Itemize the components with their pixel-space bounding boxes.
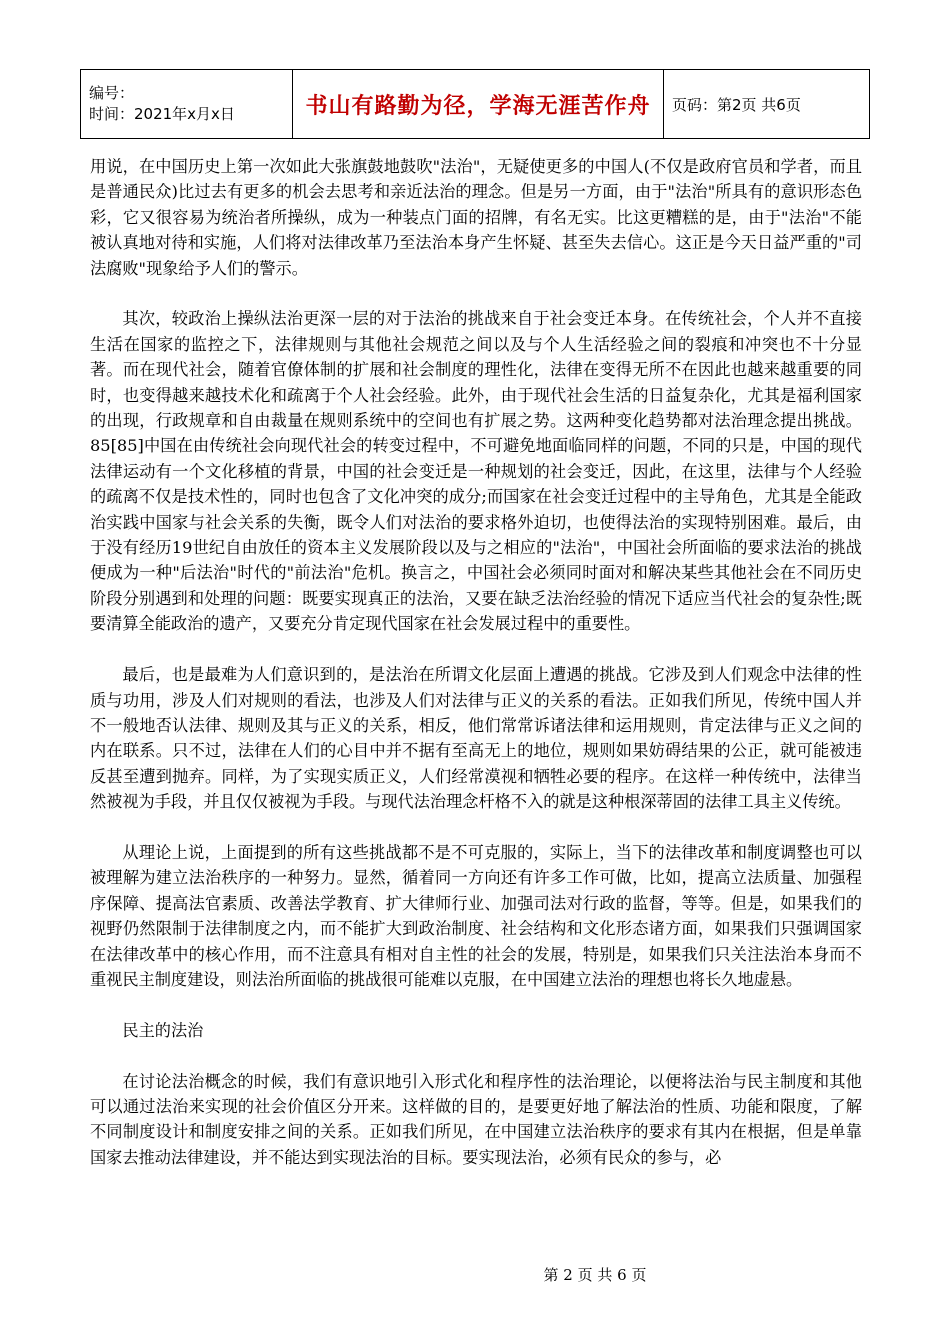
paragraph: 最后，也是最难为人们意识到的，是法治在所谓文化层面上遭遇的挑战。它涉及到人们观念中法律的性质与功用，涉及人们对规则的看法，也涉及人们对法律与正义的关系的看法。正如我们所见，传统中国人并不一般地否认法律、规则及其与正义的关系，相反，他们常常诉诸法律和运用规则，肯定法律与正义之间的内在联系。只不过，法律在人们的心目中并不据有至高无上的地位，规则如果妨碍结果的公正，就可能被违反甚至遭到抛弃。同样，为了实现实质正义，人们经常漠视和牺牲必要的程序。在这样一种传统中，法律当然被视为手段，并且仅仅被视为手段。与现代法治理念杆格不入的就是这种根深蒂固的法律工具主义传统。 — [90, 665, 862, 812]
paragraph: 其次，较政治上操纵法治更深一层的对于法治的挑战来自于社会变迁本身。在传统社会，个人并不直接生活在国家的监控之下，法律规则与其他社会规范之间以及与个人生活经验之间的裂痕和冲突也不十分显著。而在现代社会，随着官僚体制的扩展和社会制度的理性化，法律在变得无所不在因此也越来越重要的同时，也变得越来越技术化和疏离于个人社会经验。此外，由于现代社会生活的日益复杂化，尤其是福利国家的出现，行政规章和自由裁量在规则系统中的空间也有扩展之势。这两种变化趋势都对法治理念提出挑战。85[85]中国在由传统社会向现代社会的转变过程中，不可避免地面临同样的问题，不同的只是，中国的现代法律运动有一个文化移植的背景，中国的社会变迁是一种规划的社会变迁，因此，在这里，法律与个人经验的疏离不仅是技术性的，同时也包含了文化冲突的成分;而国家在社会变迁过程中的主导角色，尤其是全能政治实践中国家与社会关系的失衡，既令人们对法治的要求格外迫切，也使得法治的实现特别困难。最后，由于没有经历19世纪自由放任的资本主义发展阶段以及与之相应的"法治"，中国社会所面临的要求法治的挑战便成为一种"后法治"时代的"前法治"危机。换言之，中国社会必须同时面对和解决某些其他社会在不同历史阶段分别遇到和处理的问题：既要实现真正的法治，又要在缺乏法治经验的情况下适应当代社会的复杂性;既要清算全能政治的遗产，又要充分肯定现代国家在社会发展过程中的重要性。 — [90, 309, 862, 634]
page-footer: 第 2 页 共 6 页 — [543, 1266, 647, 1284]
paragraph: 从理论上说，上面提到的所有这些挑战都不是不可克服的，实际上，当下的法律改革和制度调整也可以被理解为建立法治秩序的一种努力。显然，循着同一方向还有许多工作可做，比如，提高立法质量、加强程序保障、提高法官素质、改善法学教育、扩大律师行业、加强司法对行政的监督，等等。但是，如果我们的视野仍然限制于法律制度之内，而不能扩大到政治制度、社会结构和文化形态诸方面，如果我们只强调国家在法律改革中的核心作用，而不注意具有相对自主性的社会的发展，特别是，如果我们只关注法治本身而不重视民主制度建设，则法治所面临的挑战很可能难以克服，在中国建立法治的理想也将长久地虚悬。 — [90, 842, 862, 989]
header-motto: 书山有路勤为径，学海无涯苦作舟 — [293, 70, 664, 139]
time-label: 时间：2021年x月x日 — [89, 105, 235, 123]
paragraph: 在讨论法治概念的时候，我们有意识地引入形式化和程序性的法治理论，以便将法治与民主制度和其他可以通过法治来实现的社会价值区分开来。这样做的目的，是要更好地了解法治的性质、功能和限度，了解不同制度设计和制度安排之间的关系。正如我们所见，在中国建立法治秩序的要求有其内在根据，但是单靠国家去推动法律建设，并不能达到实现法治的目标。要实现法治，必须有民众的参与，必 — [90, 1071, 862, 1167]
document-header — [80, 69, 870, 139]
paragraph: 用说，在中国历史上第一次如此大张旗鼓地鼓吹"法治"，无疑使更多的中国人(不仅是政府官员和学者，而且是普通民众)比过去有更多的机会去思考和亲近法治的理念。但是另一方面，由于"法治"所具有的意识形态色彩，它又很容易为统治者所操纵，成为一种装点门面的招牌，有名无实。比这更糟糕的是，由于"法治"不能被认真地对待和实施，人们将对法律改革乃至法治本身产生怀疑、甚至失去信心。这正是今天日益严重的"司法腐败"现象给予人们的警示。 — [90, 157, 862, 278]
section-heading: 民主的法治 — [122, 1020, 204, 1040]
header-meta — [81, 70, 293, 139]
number-label: 编号： — [89, 84, 135, 102]
header-page-info: 页码：第2页 共6页 — [664, 70, 870, 139]
document-body — [90, 154, 862, 1196]
